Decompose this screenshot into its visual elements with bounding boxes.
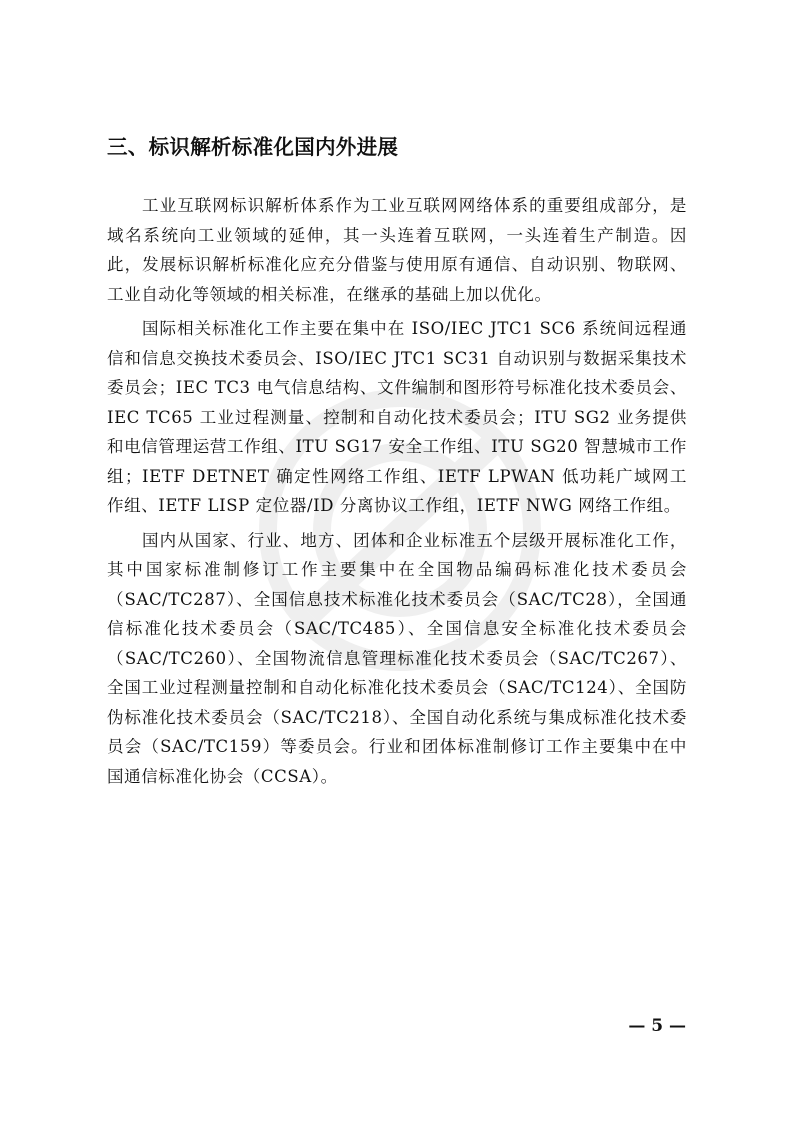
paragraph-identifier-resolution-overview: 工业互联网标识解析体系作为工业互联网网络体系的重要组成部分，是域名系统向工业领域的延伸，其一头连着互联网，一头连着生产制造。因此，发展标识解析标准化应充分借鉴与使用原有通信、自动识别、物联网、工业自动化等领域的相关标准，在继承的基础上加以优化。 xyxy=(107,196,687,304)
body-text xyxy=(107,191,687,796)
section-heading: 三、标识解析标准化国内外进展 xyxy=(107,135,399,159)
paragraph-domestic-standardization: 国内从国家、行业、地方、团体和企业标准五个层级开展标准化工作，其中国家标准制修订工作主要集中在全国物品编码标准化技术委员会（SAC/TC287）、全国信息技术标准化技术委员会（SAC/TC28），全国通信标准化技术委员会（SAC/TC485）、全国信息安全标准化技术委员会（SAC/TC260）、全国物流信息管理标准化技术委员会（SAC/TC267）、全国工业过程测量控制和自动化标准化技术委员会（SAC/TC124）、全国防伪标准化技术委员会（SAC/TC218）、全国自动化系统与集成标准化技术委员会（SAC/TC159）等委员会。行业和团体标准制修订工作主要集中在中国通信标准化协会（CCSA）。 xyxy=(107,530,687,786)
paragraph-international-standardization: 国际相关标准化工作主要在集中在 ISO/IEC JTC1 SC6 系统间远程通信和信息交换技术委员会、ISO/IEC JTC1 SC31 自动识别与数据采集技术委员会；IEC TC3 电气信息结构、文件编制和图形符号标准化技术委员会、IEC TC65 工业过程测量、控制和自动化技术委员会；ITU SG2 业务提供和电信管理运营工作组、ITU SG17 安全工作组、ITU SG20 智慧城市工作组；IETF DETNET 确定性网络工作组、IETF LPWAN 低功耗广域网工作组、IETF LISP 定位器/ID 分离协议工作组，IETF NWG 网络工作组。 xyxy=(107,319,687,515)
page-number: — 5 — xyxy=(628,1016,686,1036)
